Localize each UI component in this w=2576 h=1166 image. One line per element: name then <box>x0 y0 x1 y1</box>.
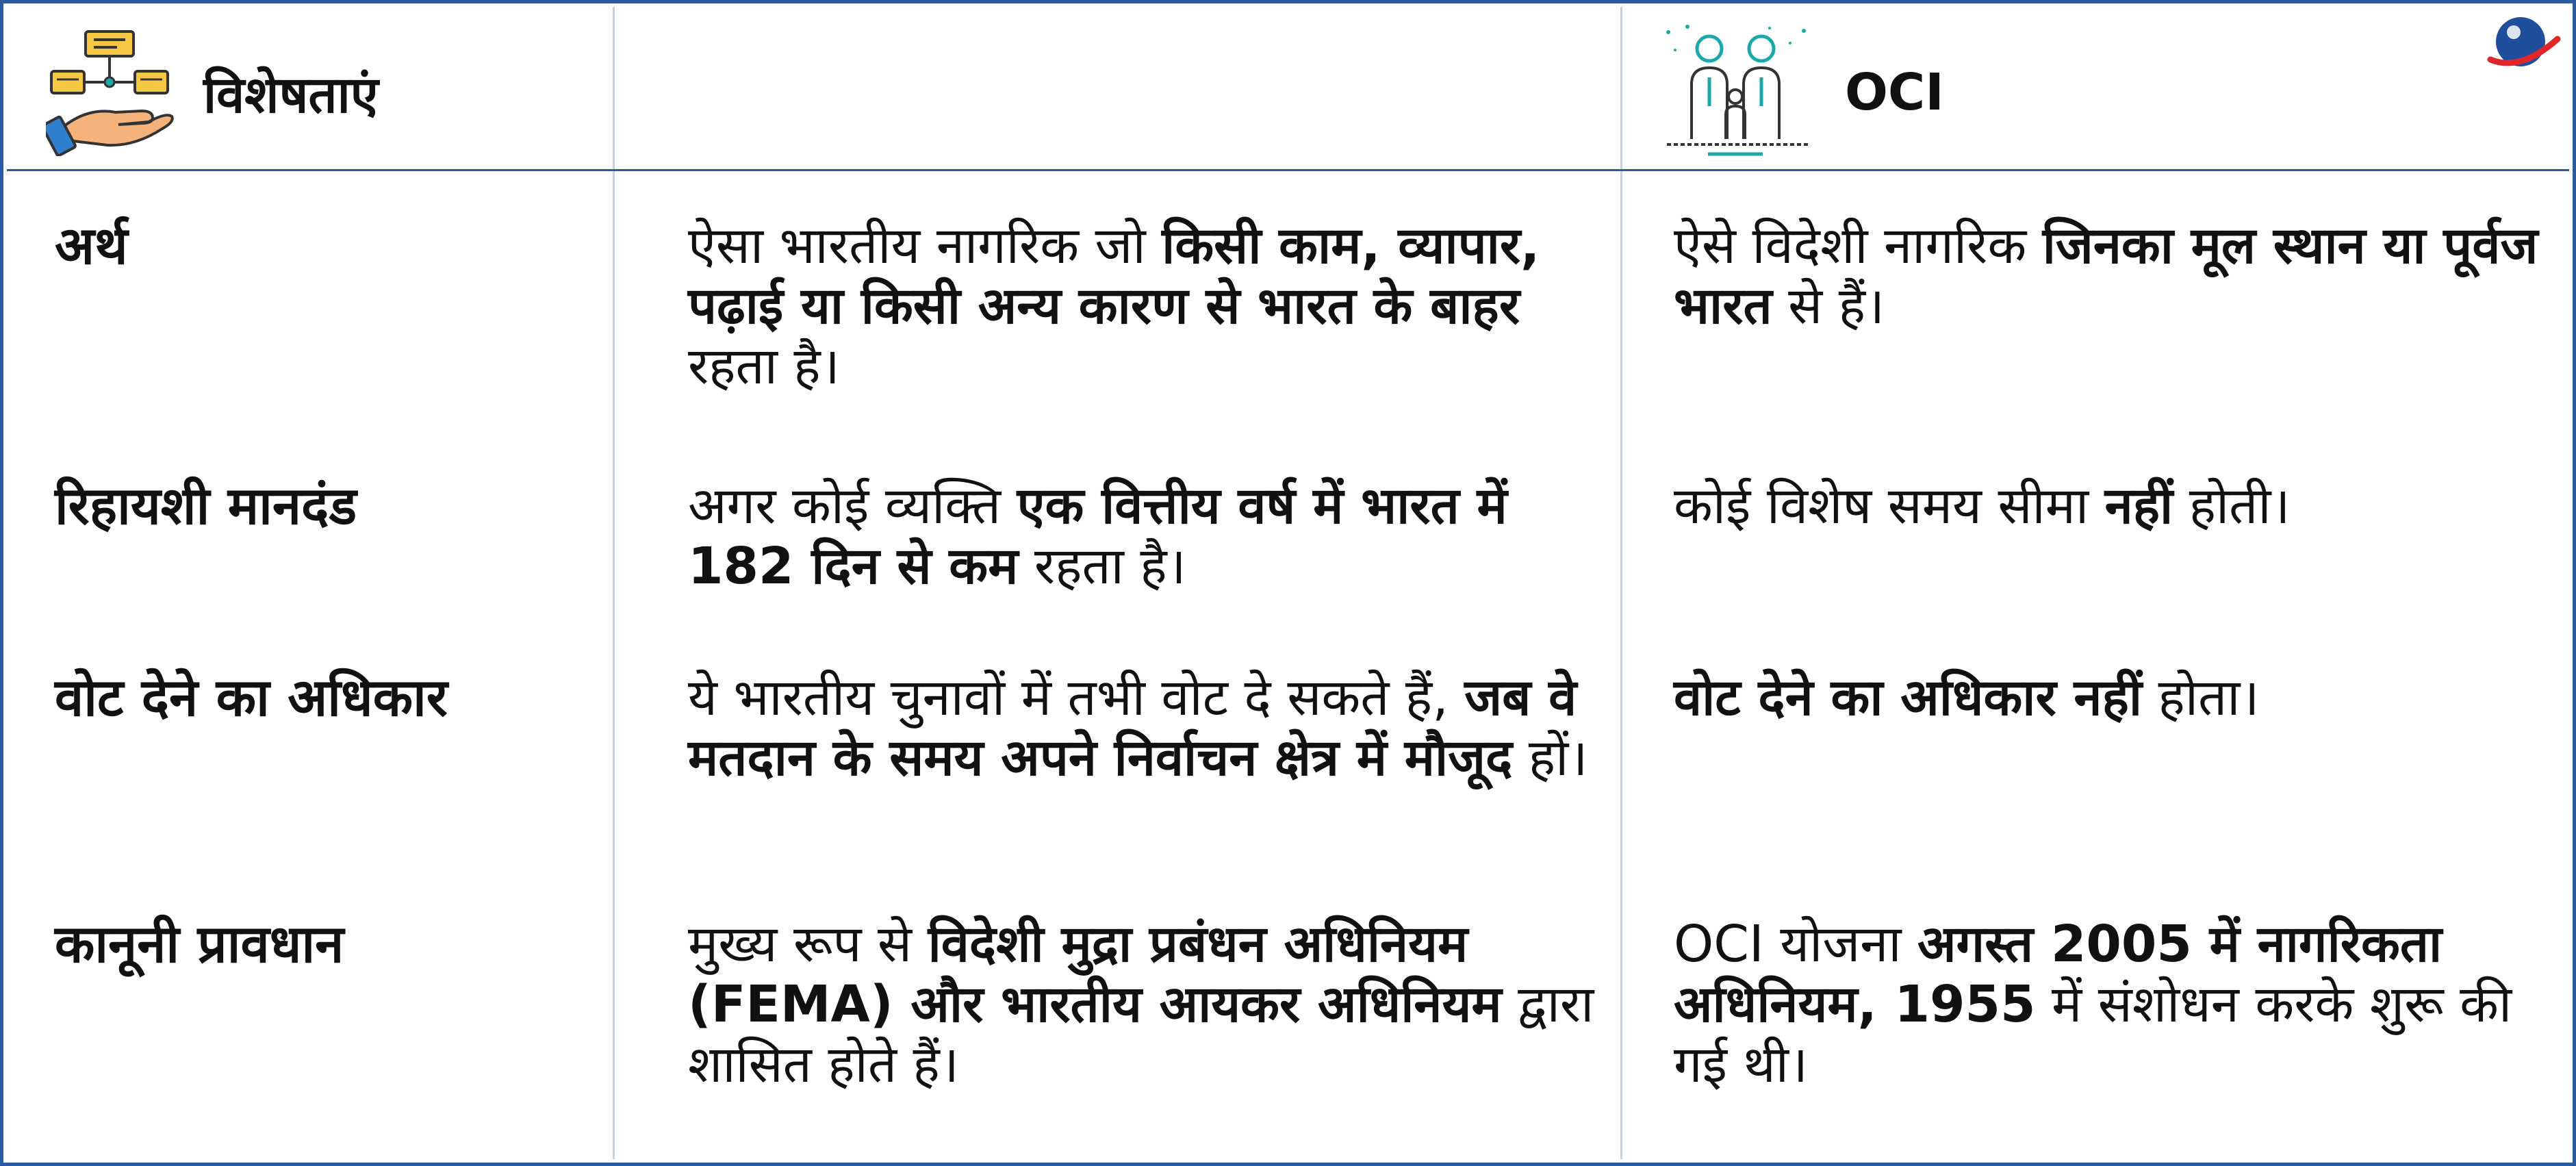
feature-label: रिहायशी मानदंड <box>55 475 357 536</box>
text-segment: से हैं। <box>1772 277 1885 335</box>
header-oci <box>1660 24 1944 161</box>
column-divider <box>1620 7 1622 1159</box>
bold-text-segment: जब वे मतदान के समय अपने निर्वाचन क्षेत्र में मौजूद <box>688 668 1577 787</box>
text-segment: में संशोधन करके शुरू की गई थी। <box>1674 975 2512 1094</box>
bold-text-segment: नहीं <box>2104 477 2173 535</box>
nri-cell <box>688 216 1605 396</box>
feature-label: वोट देने का अधिकार <box>55 667 448 728</box>
hand-flowchart-icon <box>46 26 176 159</box>
text-segment: कोई विशेष समय सीमा <box>1674 477 2105 535</box>
header-oci-label: OCI <box>1845 63 1944 122</box>
text-segment: रहता है। <box>688 337 840 396</box>
oci-cell <box>1674 914 2564 1095</box>
feature-label: कानूनी प्रावधान <box>55 913 344 974</box>
text-segment: मुख्य रूप से <box>688 915 928 974</box>
text-segment: ये भारतीय चुनावों में तभी वोट दे सकते हैं, <box>688 668 1465 727</box>
bold-text-segment: किसी काम, व्यापार, पढ़ाई या किसी अन्य कारण से भारत के बाहर <box>688 216 1540 335</box>
text-segment: होता। <box>2142 668 2260 727</box>
text-segment: रहता है। <box>1018 537 1186 596</box>
text-segment: अगर कोई व्यक्ति <box>688 477 1017 535</box>
text-segment: द्वारा शासित होते हैं। <box>688 975 1594 1094</box>
family-people-icon <box>1660 23 1818 162</box>
header-features-label: विशेषताएं <box>203 65 379 125</box>
header-features <box>46 24 379 161</box>
nri-cell <box>688 668 1605 788</box>
bold-text-segment: वोट देने का अधिकार नहीं <box>1674 668 2143 727</box>
column-divider <box>613 7 615 1159</box>
header-divider <box>7 169 2569 171</box>
text-segment: ऐसा भारतीय नागरिक जो <box>688 216 1162 275</box>
oci-cell <box>1674 476 2564 536</box>
bold-text-segment: जिनका मूल स्थान या पूर्वज भारत <box>1674 216 2538 335</box>
bold-text-segment: विदेशी मुद्रा प्रबंधन अधिनियम (FEMA) और भारतीय आयकर अधिनियम <box>688 915 1502 1034</box>
brand-logo <box>2486 12 2562 77</box>
text-segment: हों। <box>1512 728 1588 787</box>
text-segment: ऐसे विदेशी नागरिक <box>1674 216 2043 275</box>
bold-text-segment: अगस्त 2005 में नागरिकता अधिनियम, 1955 <box>1674 915 2443 1034</box>
bold-text-segment: एक वित्तीय वर्ष में भारत में 182 दिन से कम <box>688 477 1507 596</box>
text-segment: होती। <box>2173 477 2291 535</box>
nri-cell <box>688 914 1605 1095</box>
feature-label: अर्थ <box>55 215 128 276</box>
text-segment: OCI योजना <box>1674 915 1918 974</box>
oci-cell <box>1674 668 2564 728</box>
nri-cell <box>688 476 1605 596</box>
oci-cell <box>1674 216 2564 336</box>
